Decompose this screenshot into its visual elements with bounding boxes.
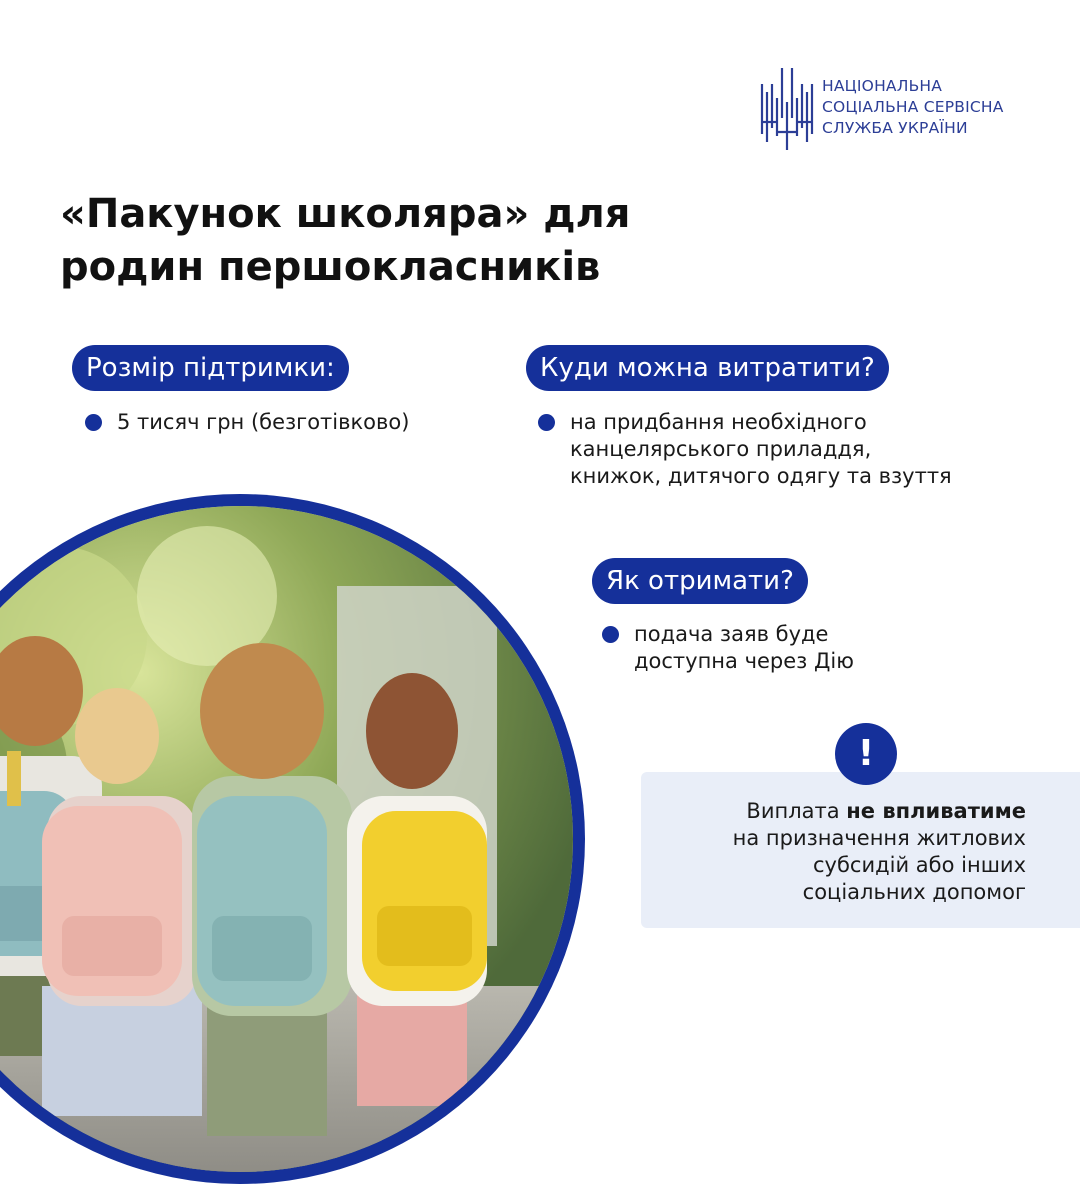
ministry-name-line: СЛУЖБА УКРАЇНИ xyxy=(822,119,968,137)
support-size-heading: Розмір підтримки: xyxy=(72,345,349,391)
children-with-backpacks-photo xyxy=(0,506,573,1172)
bullet-text: канцелярського приладдя, xyxy=(570,437,872,461)
bullet-text: на придбання необхідного xyxy=(570,410,867,434)
notice-text xyxy=(733,798,1026,906)
bullet-dot-icon xyxy=(602,626,619,643)
page-title xyxy=(60,188,960,294)
notice-line xyxy=(733,798,1026,825)
ministry-name-line: НАЦІОНАЛЬНА xyxy=(822,77,943,95)
photo-frame xyxy=(0,494,585,1184)
children-illustration xyxy=(0,506,573,1172)
bullet-dot-icon xyxy=(85,414,102,431)
spend-bullet xyxy=(538,409,952,490)
bullet-text: 5 тисяч грн (безготівково) xyxy=(117,410,410,434)
notice-line: субсидій або інших xyxy=(813,853,1026,877)
bullet-dot-icon xyxy=(538,414,555,431)
how-to-get-bullet xyxy=(602,621,854,675)
bullet-text: книжок, дитячого одягу та взуття xyxy=(570,464,952,488)
notice-line: на призначення житлових xyxy=(732,826,1026,850)
ministry-name-line: СОЦІАЛЬНА СЕРВІСНА xyxy=(822,98,1004,116)
notice-emphasis: не впливатиме xyxy=(846,799,1026,823)
notice-prefix: Виплата xyxy=(746,799,847,823)
bullet-text: подача заяв буде xyxy=(634,622,829,646)
how-to-get-heading: Як отримати? xyxy=(592,558,808,604)
notice-line: соціальних допомог xyxy=(802,880,1026,904)
ministry-emblem-icon xyxy=(758,62,814,152)
ministry-name xyxy=(822,76,1062,139)
support-size-bullet xyxy=(85,409,409,436)
spend-heading: Куди можна витратити? xyxy=(526,345,889,391)
notice-box xyxy=(641,772,1080,928)
page-title-line: родин першокласників xyxy=(60,244,601,290)
bullet-text: доступна через Дію xyxy=(634,649,854,673)
exclamation-icon: ! xyxy=(835,723,897,785)
page-title-line: «Пакунок школяра» для xyxy=(60,191,631,237)
ministry-logo xyxy=(758,62,1048,152)
